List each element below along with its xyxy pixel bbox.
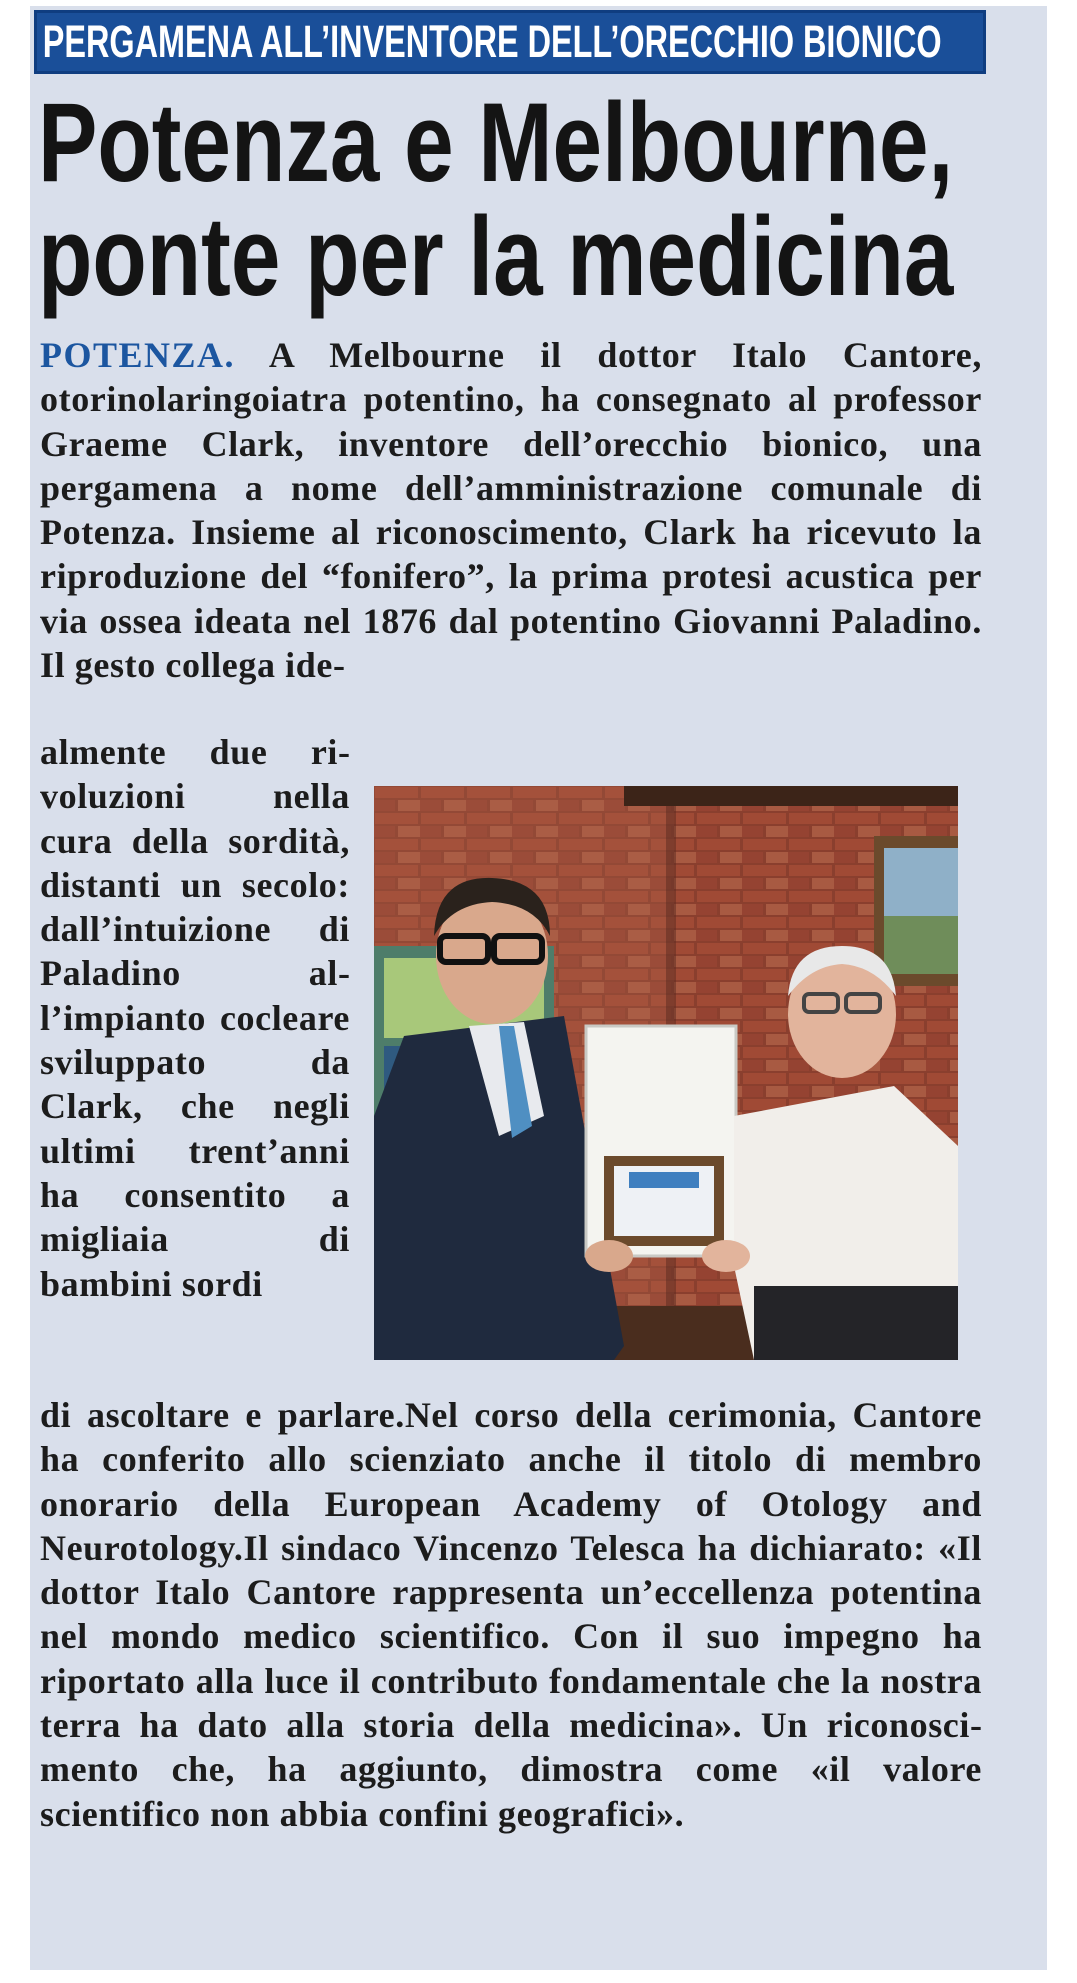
kicker-banner (34, 10, 986, 74)
article-body-narrow-column: almente due rivoluzioni nella cura della sordità, distanti un secolo: dall’intuizione di Paladino all’impianto cocleare sviluppato da Clark, che negli ultimi trent’anni ha consentito a migliaia di bambini sordi (40, 732, 350, 1304)
article-body-top: POTENZA. A Melbourne il dottor Italo Cantore, otorinolaringoiatra potentino, ha consegnato al professor Graeme Clark, inventore dell’orecchio bionico, una pergamena a nome dell’amministrazione comunale di Potenza. Insieme al riconoscimento, Clark ha ricevuto la riproduzione del “fonifero”, la prima protesi acustica per via ossea ideata nel 1876 dal potentino Giovanni Paladino. Il gesto collega ide- (40, 335, 982, 686)
article-body-bottom: di ascoltare e parlare.Nel corso della cerimonia, Cantore ha conferito allo scienziato anche il titolo di membro onorario della European Academy of Otology and Neurotology.Il sindaco Vincenzo Telesca ha dichiarato: «Il dottor Italo Cantore rappresenta un’eccellenza potentina nel mondo medico scientifico. Con il suo impegno ha riportato alla luce il contributo fondamentale che la nostra terra ha dato alla storia della medicina». Un riconoscimento che, ha aggiunto, dimostra come «il valore scientifico non abbia confini geografici». (40, 1395, 982, 1834)
headline-line-1: Potenza e Melbourne, (38, 80, 954, 205)
ceremony-photo-illustration (374, 786, 958, 1360)
headline-line-2: ponte per la medicina (38, 194, 954, 319)
dateline: POTENZA. (40, 335, 236, 375)
ceremony-photo (374, 786, 958, 1360)
headline (38, 80, 998, 319)
kicker-text: PERGAMENA ALL’INVENTORE DELL’ORECCHIO BIONICO (42, 16, 942, 67)
